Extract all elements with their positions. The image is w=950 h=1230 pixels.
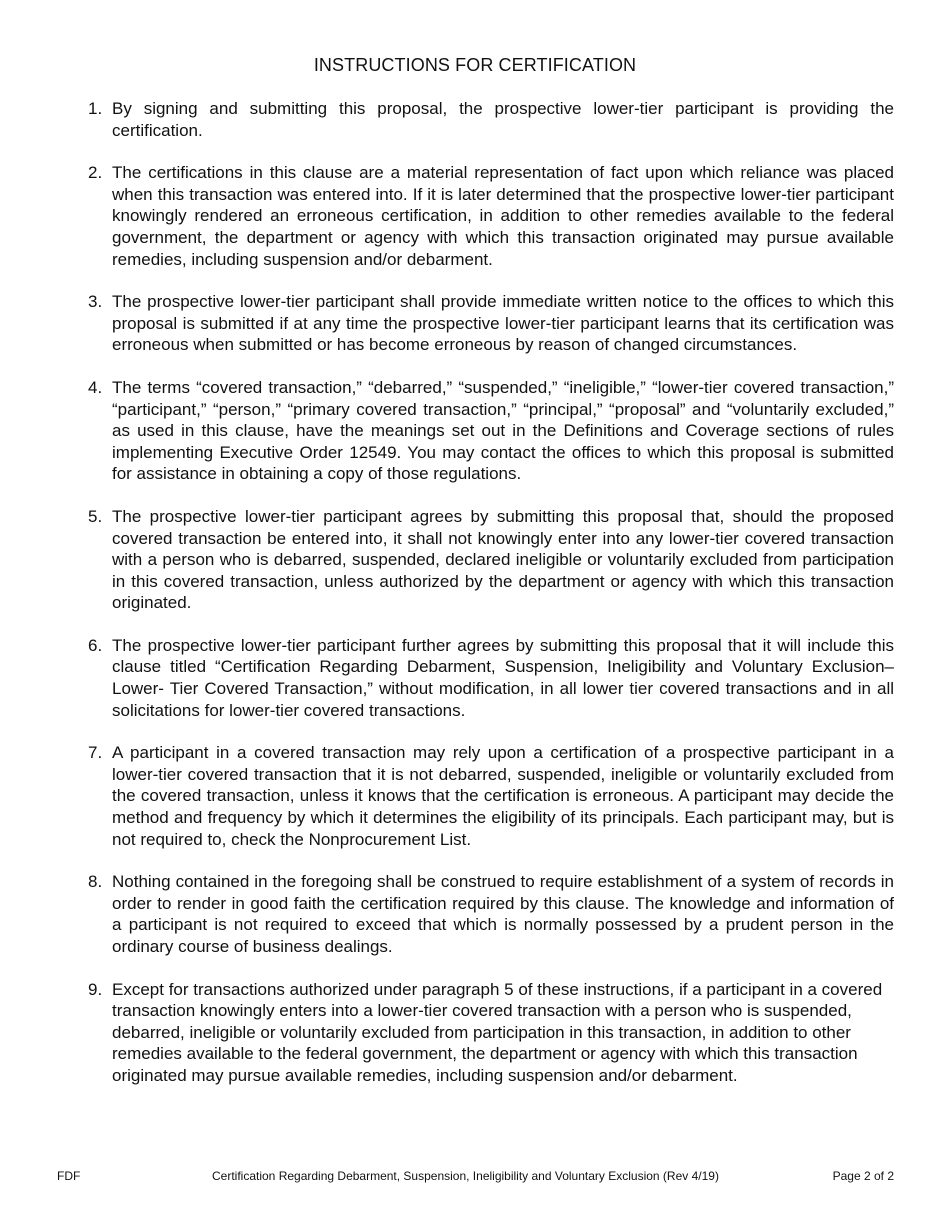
list-item	[80, 635, 894, 721]
item-number: 3.	[88, 292, 103, 312]
list-item	[80, 291, 894, 356]
item-number: 8.	[88, 872, 103, 892]
page-footer	[0, 1169, 950, 1185]
list-item	[80, 742, 894, 850]
item-text: Except for transactions authorized under paragraph 5 of these instructions, if a participant in a covered transaction knowingly enters into a lower-tier covered transaction with a person who is suspended, debarred, ineligible or voluntarily excluded from participation in this transaction, in addition to other remedies available to the federal government, the department or agency with which this transaction originated may pursue available remedies, including suspension and/or debarment.	[112, 979, 883, 1085]
list-item	[80, 98, 894, 141]
item-number: 6.	[88, 635, 103, 655]
item-text: The terms “covered transaction,” “debarred,” “suspended,” “ineligible,” “lower-tier covered transaction,” “participant,” “person,” “primary covered transaction,” “principal,” “proposal” and “voluntarily excluded,” as used in this clause, have the meanings set out in the Definitions and Coverage sections of rules implementing Executive Order 12549. You may contact the offices to which this proposal is submitted for assistance in obtaining a copy of those regulations.	[112, 377, 894, 484]
item-text: The certifications in this clause are a material representation of fact upon which reliance was placed when this transaction was entered into. If it is later determined that the prospective lower-tier participant knowingly rendered an erroneous certification, in addition to other remedies available to the federal government, the department or agency with which this transaction originated may pursue available remedies, including suspension and/or debarment.	[112, 163, 894, 269]
list-item	[80, 871, 894, 957]
item-number: 2.	[88, 163, 103, 183]
item-number: 1.	[88, 99, 103, 118]
item-text: The prospective lower-tier participant shall provide immediate written notice to the offices to which this proposal is submitted if at any time the prospective lower-tier participant learns that its certification was erroneous when submitted or has become erroneous by reason of changed circumstances.	[112, 292, 894, 355]
list-item	[80, 162, 894, 270]
list-item	[80, 377, 894, 485]
item-text: By signing and submitting this proposal, the prospective lower-tier participant is providing the certification.	[112, 99, 894, 140]
item-text: A participant in a covered transaction may rely upon a certification of a prospective participant in a lower-tier covered transaction that it is not debarred, suspended, ineligible or voluntarily excluded from the covered transaction, unless it knows that the certification is erroneous. A participant may decide the method and frequency by which it determines the eligibility of its principals. Each participant may, but is not required to, check the Nonprocurement List.	[112, 743, 894, 849]
item-text: The prospective lower-tier participant further agrees by submitting this proposal that it will include this clause titled “Certification Regarding Debarment, Suspension, Ineligibility and Voluntary Exclusion–Lower- Tier Covered Transaction,” without modification, in all lower tier covered transactions and in all solicitations for lower-tier covered transactions.	[112, 635, 894, 720]
footer-form-title: Certification Regarding Debarment, Suspension, Ineligibility and Voluntary Exclusion (Rev 4/19)	[212, 1169, 719, 1183]
instructions-list	[80, 98, 894, 1108]
item-text: The prospective lower-tier participant agrees by submitting this proposal that, should the proposed covered transaction be entered into, it shall not knowingly enter into any lower-tier covered transaction with a person who is debarred, suspended, declared ineligible or voluntarily excluded from participation in this covered transaction, unless authorized by the department or agency with which this transaction originated.	[112, 506, 894, 613]
list-item	[80, 506, 894, 614]
page-title: INSTRUCTIONS FOR CERTIFICATION	[313, 55, 637, 75]
item-number: 9.	[88, 979, 103, 999]
item-number: 4.	[88, 377, 103, 397]
item-text: Nothing contained in the foregoing shall be construed to require establishment of a system of records in order to render in good faith the certification required by this clause. The knowledge and information of a participant is not required to exceed that which is normally possessed by a prudent person in the ordinary course of business dealings.	[112, 872, 894, 956]
footer-form-id: FDF	[57, 1169, 81, 1183]
footer-page-number: Page 2 of 2	[832, 1169, 894, 1183]
item-number: 7.	[88, 743, 103, 763]
list-item	[80, 979, 894, 1087]
item-number: 5.	[88, 506, 103, 526]
